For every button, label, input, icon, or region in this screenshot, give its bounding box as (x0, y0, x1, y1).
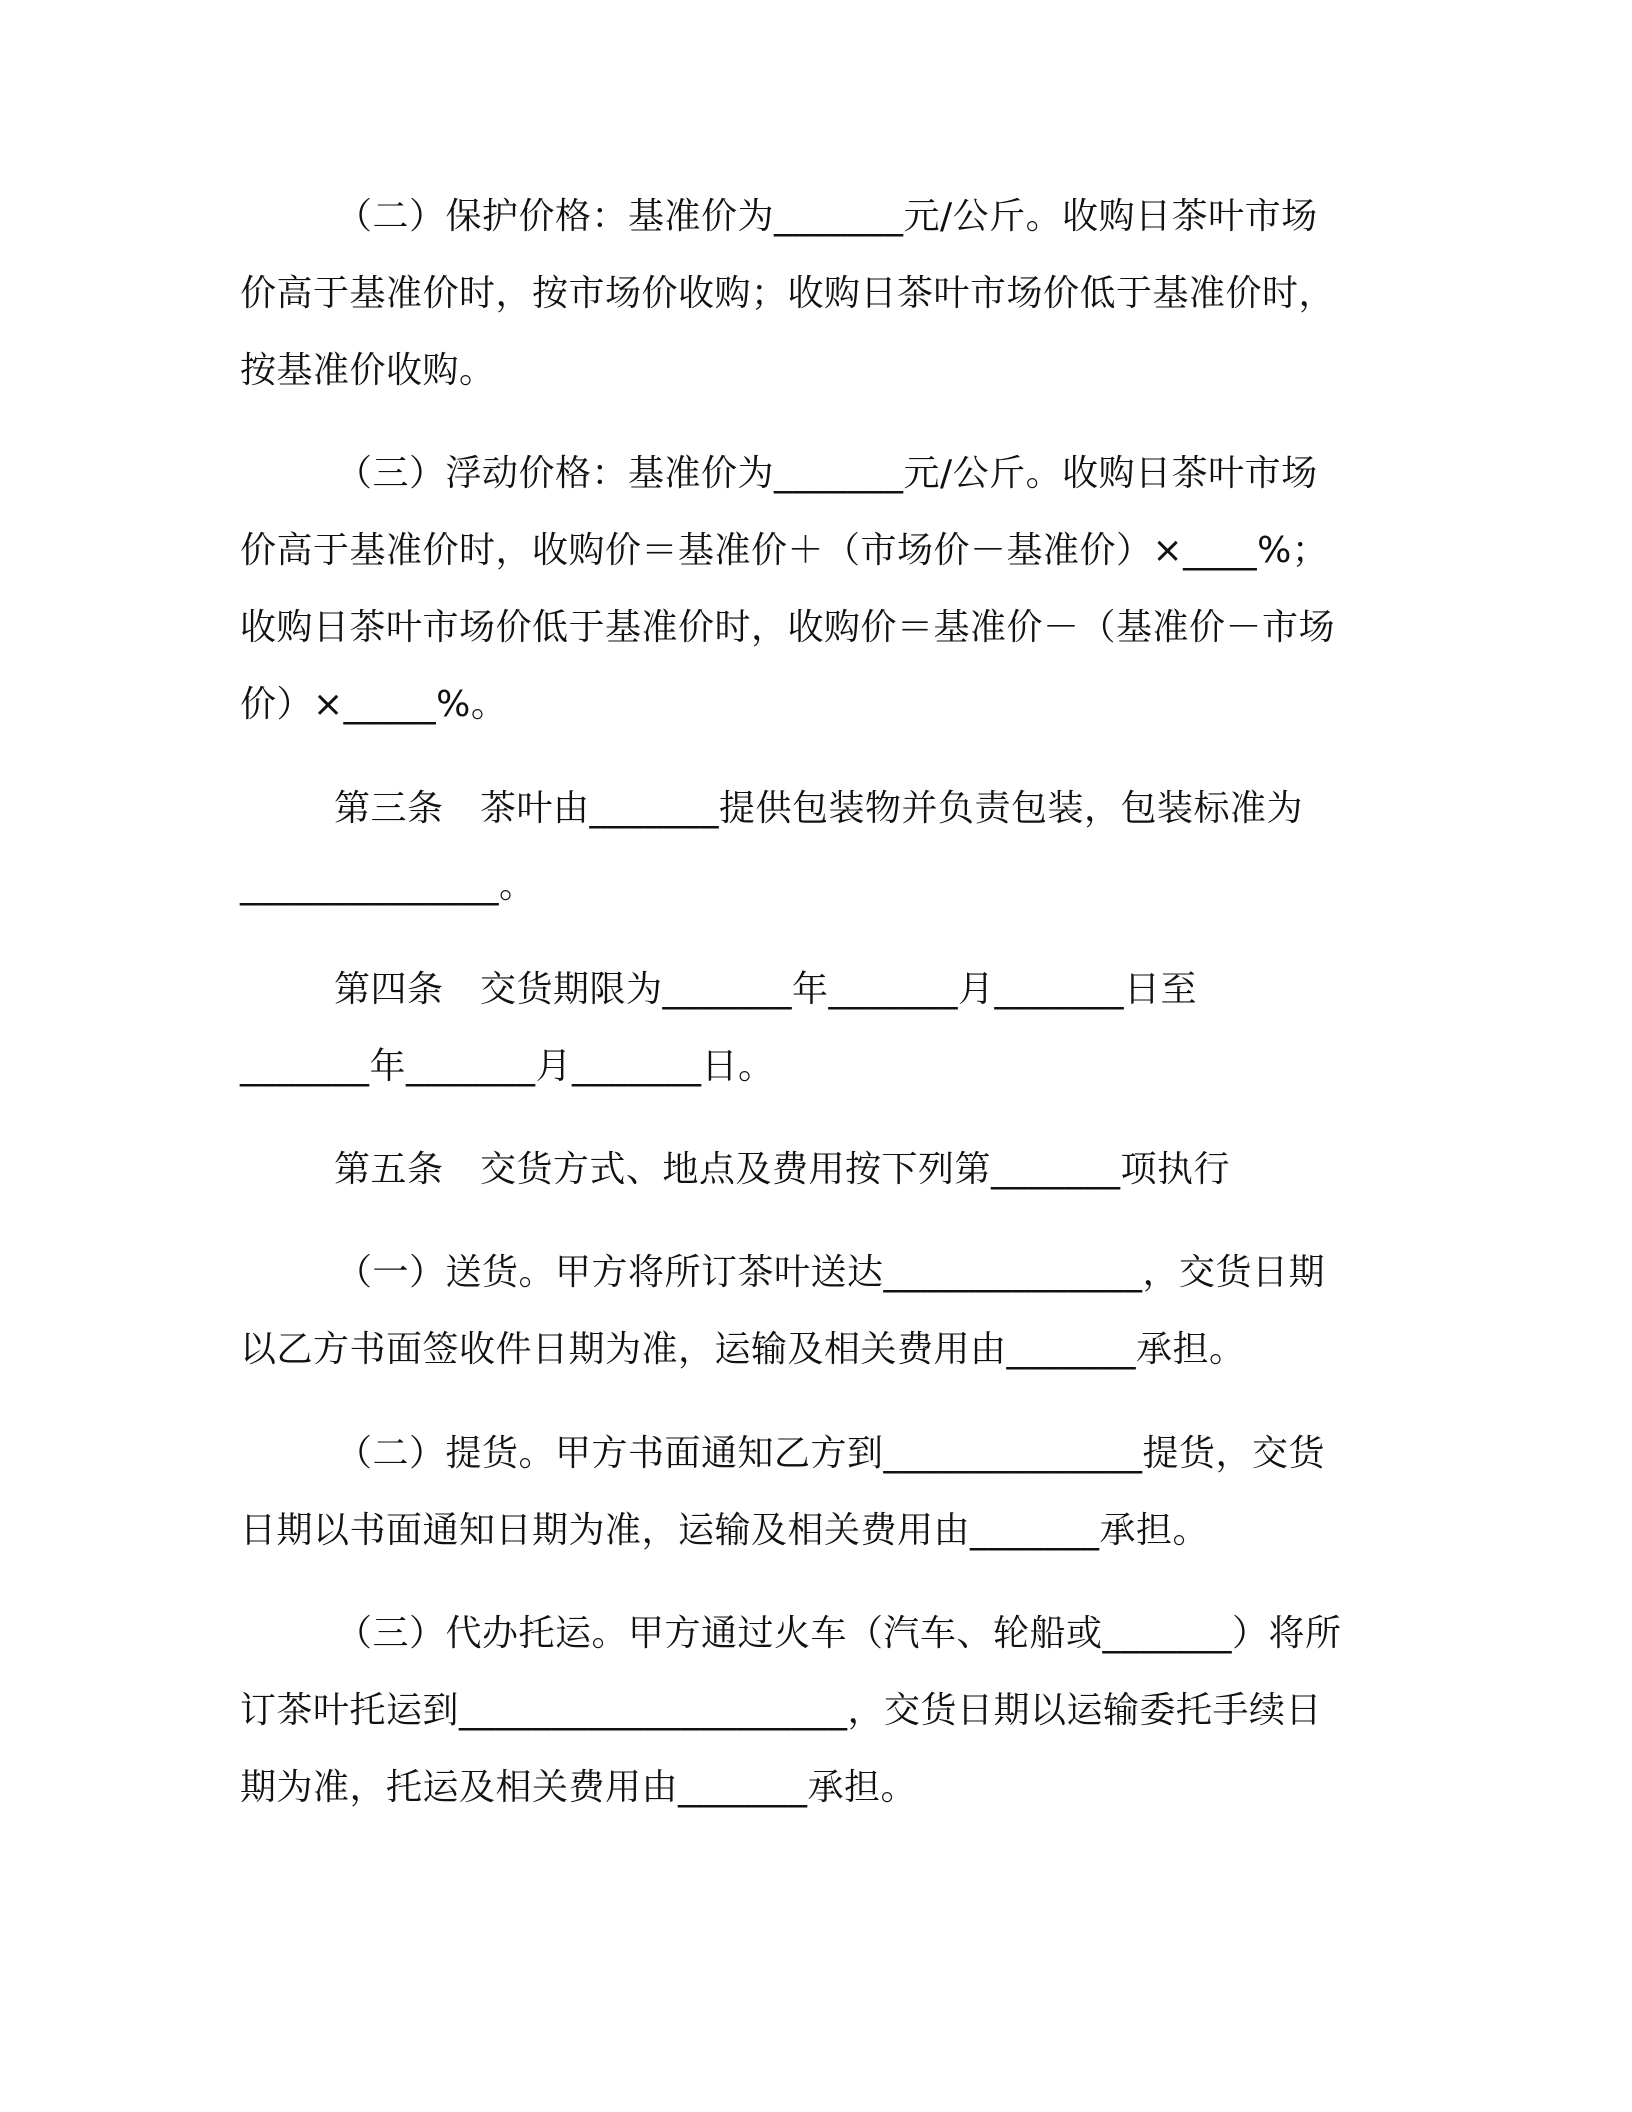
clause-2-3-line-1: （三）浮动价格：基准价为_______元/公斤。收购日茶叶市场 (336, 453, 1318, 494)
clause-5-3-line-2: 订茶叶托运到_____________________，交货日期以运输委托手续日 (240, 1690, 1323, 1731)
clause-5-3-line-1: （三）代办托运。甲方通过火车（汽车、轮船或_______）将所 (336, 1613, 1342, 1654)
clause-2-2-line-2: 价高于基准价时，按市场价收购；收购日茶叶市场价低于基准价时， (240, 273, 1336, 314)
clause-2-2-line-1: （二）保护价格：基准价为_______元/公斤。收购日茶叶市场 (336, 196, 1318, 237)
article-3-line-1: 第三条 茶叶由_______提供包装物并负责包装，包装标准为 (334, 788, 1304, 829)
clause-2-2-line-3: 按基准价收购。 (240, 350, 496, 391)
clause-5-1-line-1: （一）送货。甲方将所订茶叶送达______________，交货日期 (336, 1252, 1326, 1293)
clause-2-3-line-2: 价高于基准价时，收购价＝基准价＋（市场价－基准价）×____%； (240, 530, 1329, 571)
article-4-line-1: 第四条 交货期限为_______年_______月_______日至 (334, 969, 1198, 1010)
clause-5-1-line-2: 以乙方书面签收件日期为准，运输及相关费用由_______承担。 (240, 1329, 1246, 1370)
clause-2-3-line-3: 收购日茶叶市场价低于基准价时，收购价＝基准价－（基准价－市场 (240, 607, 1336, 648)
clause-5-2-line-2: 日期以书面通知日期为准，运输及相关费用由_______承担。 (240, 1510, 1210, 1551)
clause-2-3-line-4: 价）×_____%。 (240, 684, 508, 725)
clause-5-3-line-3: 期为准，托运及相关费用由_______承担。 (240, 1767, 918, 1808)
article-4-line-2: _______年_______月_______日。 (240, 1046, 775, 1087)
article-3-line-2: ______________。 (240, 865, 536, 906)
article-5-line-1: 第五条 交货方式、地点及费用按下列第_______项执行 (334, 1149, 1231, 1190)
clause-5-2-line-1: （二）提货。甲方书面通知乙方到______________提货，交货 (336, 1433, 1326, 1474)
